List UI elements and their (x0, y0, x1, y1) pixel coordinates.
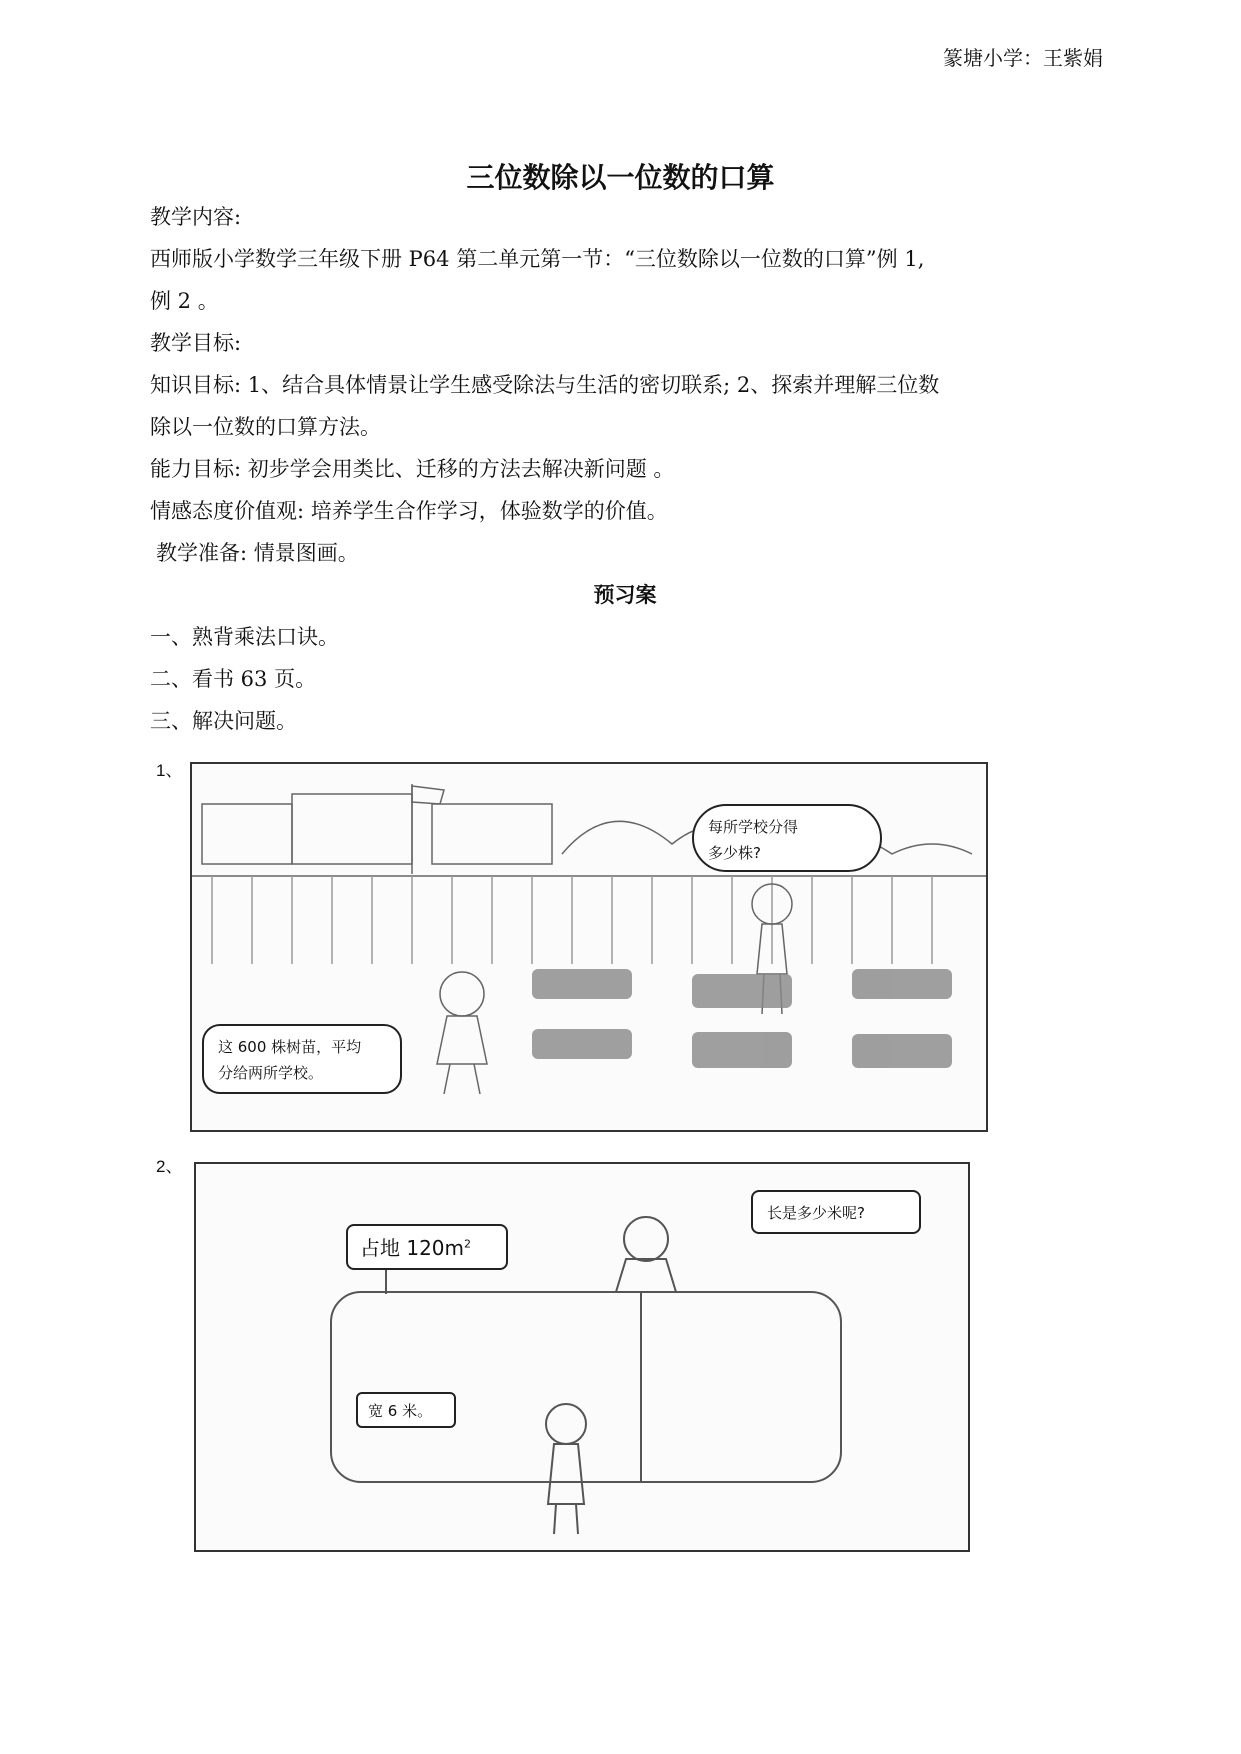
knowledge-goal-line2: 除以一位数的口算方法。 (150, 415, 381, 439)
boy-head (546, 1404, 586, 1444)
preview-item-3: 三、解决问题。 (150, 709, 297, 733)
girl-body (437, 1016, 487, 1094)
label-width-text: 宽 6 米。 (368, 1402, 433, 1420)
sign-area-superscript: 2 (464, 1237, 472, 1251)
page-title: 三位数除以一位数的口算 (466, 161, 775, 194)
preview-item-1: 一、熟背乘法口诀。 (150, 625, 339, 649)
boy-body (548, 1444, 584, 1534)
teaching-preparation: 教学准备: 情景图画。 (156, 541, 359, 565)
bubble-statement-line2: 分给两所学校。 (218, 1064, 324, 1082)
girl-head (624, 1217, 668, 1261)
seedling-bundles (532, 969, 952, 1068)
label-teaching-content: 教学内容: (150, 205, 242, 229)
preview-item-2: 二、看书 63 页。 (150, 667, 317, 691)
girl-body (616, 1259, 676, 1292)
speech-bubble-question (692, 804, 882, 872)
label-width (356, 1392, 456, 1428)
problem1-number: 1、 (156, 761, 183, 780)
label-teaching-goals: 教学目标: (150, 331, 242, 355)
fence (212, 876, 932, 964)
problem2-number: 2、 (156, 1157, 183, 1176)
bubble-statement-line1: 这 600 株树苗，平均 (218, 1038, 362, 1056)
school-building-mid (292, 794, 412, 864)
flag (412, 786, 444, 804)
ability-goal: 能力目标: 初步学会用类比、迁移的方法去解决新问题 。 (150, 457, 675, 481)
emotion-goal: 情感态度价值观: 培养学生合作学习，体验数学的价值。 (150, 499, 668, 523)
speech-bubble-length-question (751, 1190, 921, 1234)
page-header-author: 篆塘小学：王紫娟 (943, 46, 1103, 70)
sign-area (346, 1224, 508, 1270)
preview-section-title: 预习案 (593, 583, 657, 607)
speech-bubble-statement (202, 1024, 402, 1094)
teaching-content-line1: 西师版小学数学三年级下册 P64 第二单元第一节：“三位数除以一位数的口算”例 1, (150, 247, 925, 271)
problem1-illustration (190, 762, 988, 1132)
lesson-body (150, 196, 1100, 742)
girl-head (440, 972, 484, 1016)
field-rectangle (331, 1292, 841, 1482)
school-building-right (432, 804, 552, 864)
school-building-left (202, 804, 292, 864)
bubble-length-question-text: 长是多少米呢? (767, 1204, 865, 1222)
bubble-question-line1: 每所学校分得 (708, 818, 799, 836)
teaching-content-line2: 例 2 。 (150, 289, 219, 313)
bubble-question-line2: 多少株? (708, 844, 761, 862)
knowledge-goal-line1: 知识目标: 1、结合具体情景让学生感受除法与生活的密切联系; 2、探索并理解三位数 (150, 373, 940, 397)
problem2-illustration (194, 1162, 970, 1552)
sign-area-text: 占地 120m (360, 1236, 465, 1260)
